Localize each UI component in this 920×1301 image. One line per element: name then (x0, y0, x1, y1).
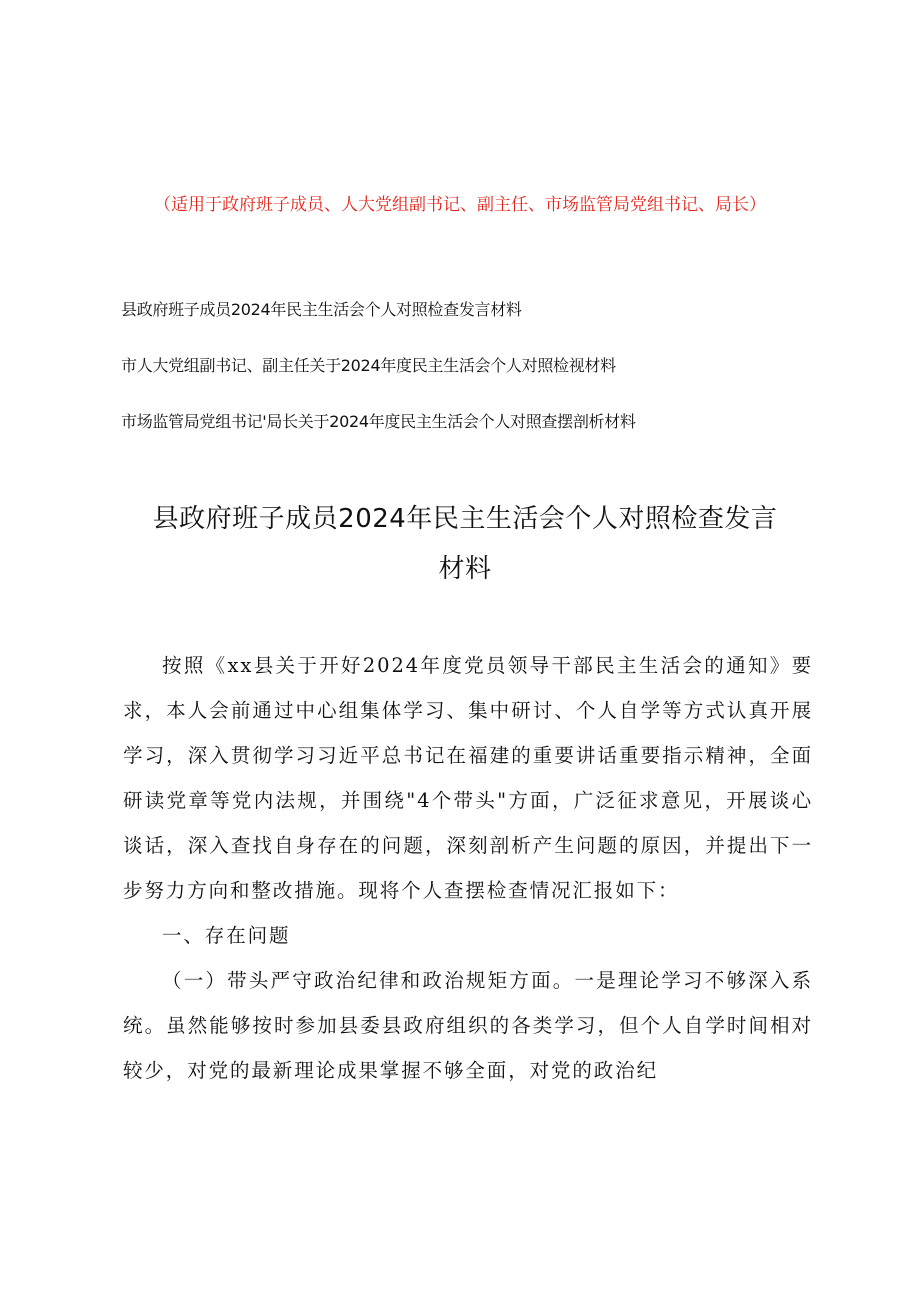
document-title: 县政府班子成员2024年民主生活会个人对照检查发言材料 (152, 504, 778, 584)
applicability-note: （适用于政府班子成员、人大党组副书记、副主任、市场监管局党组书记、局长） (154, 195, 766, 215)
toc-item-county-government: 县政府班子成员2024年民主生活会个人对照检查发言材料 (121, 300, 522, 319)
document-body (123, 643, 813, 1093)
section-heading-problems: 一、存在问题 (162, 924, 291, 947)
intro-paragraph: 按照《xx县关于开好2024年度党员领导干部民主生活会的通知》要求，本人会前通过中心组集体学习、集中研讨、个人自学等方式认真开展学习，深入贯彻学习习近平总书记在福建的重要讲话重要指示精神，全面研读党章等党内法规，并围绕"4个带头"方面，广泛征求意见，开展谈心谈话，深入查找自身存在的问题，深刻剖析产生问题的原因，并提出下一步努力方向和整改措施。现将个人查摆检查情况汇报如下： (123, 654, 813, 902)
toc-item-market-supervision: 市场监管局党组书记'局长关于2024年度民主生活会个人对照查摆剖析材料 (121, 412, 636, 431)
toc-item-npc-party-group: 市人大党组副书记、副主任关于2024年度民主生活会个人对照检视材料 (121, 356, 616, 375)
section-paragraph-political-discipline: （一）带头严守政治纪律和政治规矩方面。一是理论学习不够深入系统。虽然能够按时参加县委县政府组织的各类学习，但个人自学时间相对较少，对党的最新理论成果掌握不够全面，对党的政治纪 (123, 969, 813, 1082)
